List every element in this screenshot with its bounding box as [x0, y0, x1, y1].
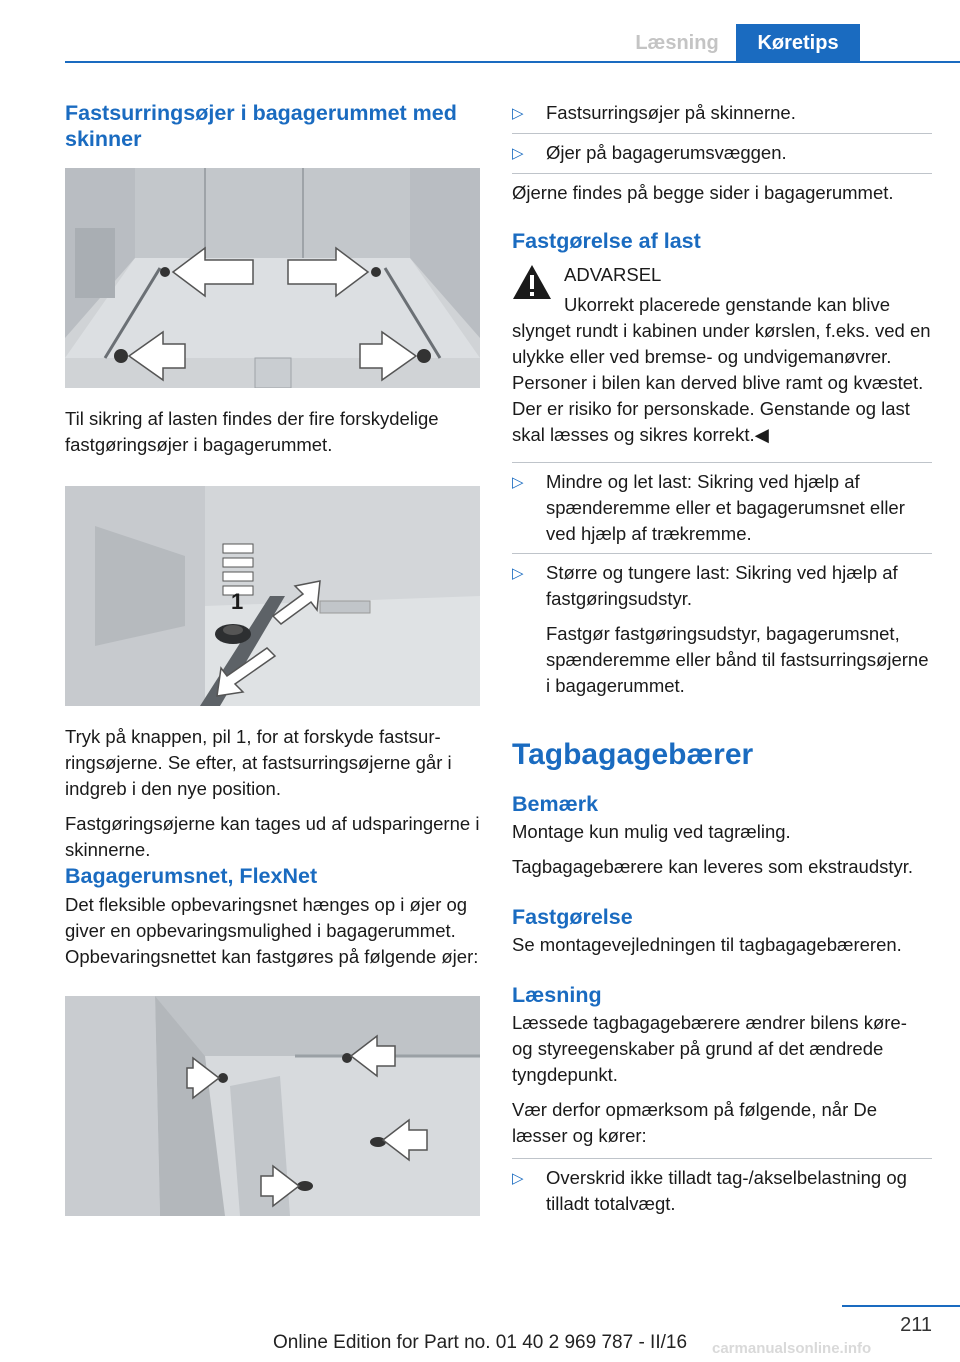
triangle-right-icon: ▷	[512, 105, 524, 122]
triangle-right-icon: ▷	[512, 1170, 524, 1187]
right-column	[512, 100, 932, 1217]
flexnet-illustration	[65, 996, 480, 1216]
page-number: 211	[900, 1314, 932, 1336]
section-heading-flexnet: Bagagerumsnet, FlexNet	[65, 864, 318, 888]
section-heading-lashing-eyes: Fastsurringsøjer i bagagerummet med skinner	[65, 101, 457, 151]
slide-eyes-illustration	[65, 486, 480, 706]
list-item-text: Overskrid ikke tilladt tag-/akselbelastning og tilladt totalvægt.	[546, 1167, 907, 1214]
list-item	[512, 100, 932, 127]
cargo-rails-illustration	[65, 168, 480, 388]
warning-triangle-icon	[512, 264, 552, 300]
list-item-text: Mindre og let last: Sikring ved hjælp af spænderemme eller et bagagerumsnet eller ved hjælp af trækremme.	[546, 471, 905, 544]
figure-label-1: 1	[231, 589, 244, 614]
footer-edition: Online Edition for Part no. 01 40 2 969 787 - II/16	[272, 1332, 688, 1353]
header-rule	[65, 61, 960, 63]
caption-remove-eyes: Fastgøringsøjerne kan tages ud af udsparingerne i skinnerne.	[65, 813, 480, 860]
loading-text: Læssede tagbagagebærere ændrer bilens køre- og styreegenskaber på grund af det ændrede tyngdepunkt.	[512, 1012, 907, 1085]
warning-title: ADVARSEL	[564, 264, 662, 285]
list-item-text: Større og tungere last: Sikring ved hjælp af fastgøringsudstyr.	[546, 562, 898, 609]
header-tab-koeretips[interactable]: Køretips	[736, 24, 860, 63]
triangle-right-icon: ▷	[512, 145, 524, 162]
list-item	[512, 140, 932, 167]
note-text: Montage kun mulig ved tagræling.	[512, 821, 791, 842]
watermark: carmanualsonline.info	[712, 1340, 872, 1357]
section-heading-loading: Læsning	[512, 983, 602, 1007]
section-heading-mounting: Fastgørelse	[512, 905, 633, 929]
triangle-right-icon: ▷	[512, 565, 524, 582]
list-item	[512, 560, 932, 612]
roof-rack-option-text: Tagbagagebærere kan leveres som ekstraudstyr.	[512, 856, 914, 877]
list-item-text: Øjer på bagagerumsvæggen.	[546, 142, 787, 163]
chapter-heading-roof-rack: Tagbagagebærer	[512, 738, 754, 771]
caption-press-button: Tryk på knappen, pil 1, for at forskyde fastsurringsøjerne. Se efter, at fastsurringsøjerne går i indgreb i den nye position.	[65, 726, 452, 799]
mounting-text: Se montagevejledningen til tagbagagebæreren.	[512, 934, 902, 955]
list-item	[512, 1165, 932, 1217]
warning-box	[512, 262, 932, 448]
warning-text: slynget rundt i kabinen under kørslen, f.eks. ved en ulykke eller ved bremse- og undvigemanøvrer. Personer i bilen kan derved blive ramt og kvæstet. Der er risiko for personskade. Genstande og last skal læsses og sikres korrekt.◀	[512, 320, 931, 445]
divider	[512, 173, 932, 174]
triangle-right-icon: ▷	[512, 474, 524, 491]
divider	[512, 553, 932, 554]
divider	[512, 133, 932, 134]
eyes-location-text: Øjerne findes på begge sider i bagagerummet.	[512, 182, 894, 203]
figure-flexnet-eyes	[65, 996, 480, 1216]
divider	[512, 1158, 932, 1159]
figure-cargo-rails	[65, 168, 480, 388]
header-tab-laesning[interactable]: Læsning	[635, 32, 719, 54]
caption-four-eyes: Til sikring af lasten findes der fire forskydelige fastgøringsøjer i bagagerummet.	[65, 408, 439, 455]
section-heading-note: Bemærk	[512, 792, 599, 816]
figure-slide-eyes	[65, 486, 480, 706]
footer-rule	[842, 1305, 960, 1307]
list-item-subtext: Fastgør fastgøringsudstyr, bagagerumsnet, spænderemme eller bånd til fastsurringsøjerne i bagagerummet.	[546, 623, 929, 696]
flexnet-description: Det fleksible opbevaringsnet hænges op i øjer og giver en opbevaringsmulighed i bagagerummet. Opbevaringsnettet kan fastgøres på følgende øjer:	[65, 894, 479, 967]
warning-text-first-line: Ukorrekt placerede genstande kan blive	[564, 294, 890, 315]
list-item-text: Fastsurringsøjer på skinnerne.	[546, 102, 796, 123]
section-heading-securing-load: Fastgørelse af last	[512, 229, 701, 253]
divider	[512, 462, 932, 463]
left-column	[65, 100, 480, 1216]
loading-attention-text: Vær derfor opmærksom på følgende, når De læsser og kører:	[512, 1099, 878, 1146]
list-item	[512, 469, 932, 547]
